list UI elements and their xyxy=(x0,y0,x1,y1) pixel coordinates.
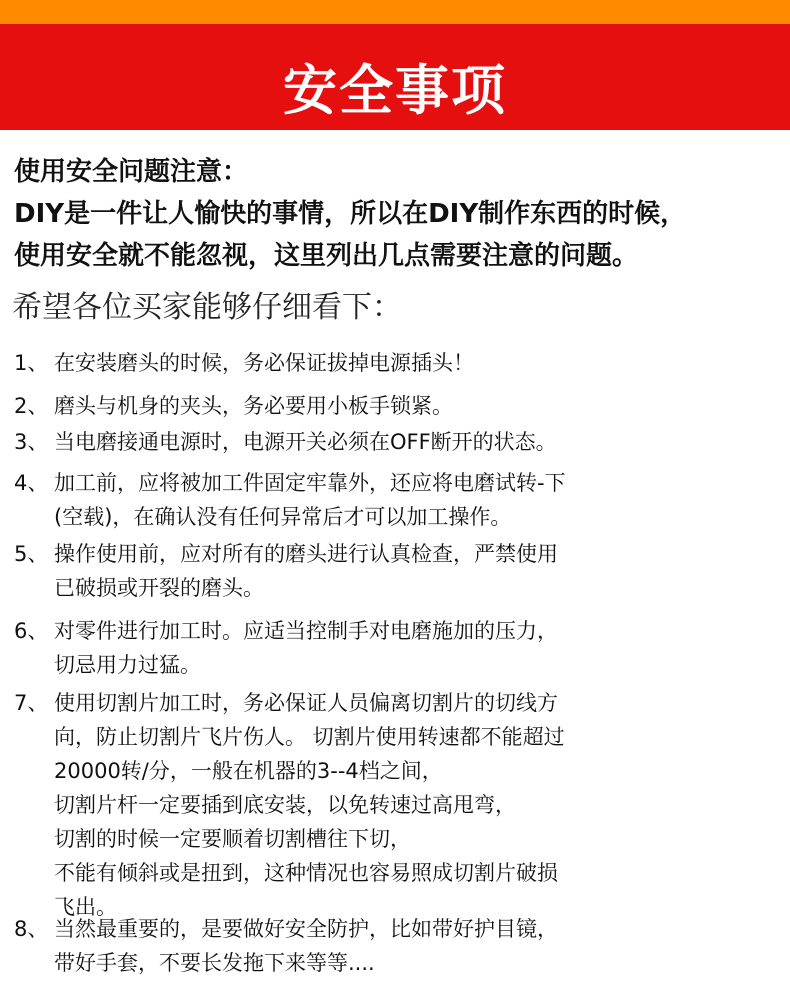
item-text: 加工前，应将被加工件固定牢靠外，还应将电磨试转-下 xyxy=(54,471,566,495)
item-text: 带好手套，不要长发拖下来等等.... xyxy=(54,951,375,975)
item-text: 磨头与机身的夹头，务必要用小板手锁紧。 xyxy=(54,394,453,418)
page-title: 安全事项 xyxy=(283,58,507,122)
item-number: 8、 xyxy=(14,917,49,941)
item-text: (空载)，在确认没有任何异常后才可以加工操作。 xyxy=(54,505,512,529)
intro-block xyxy=(14,151,784,277)
safety-item-8 xyxy=(14,912,784,980)
item-number: 6、 xyxy=(14,619,49,643)
item-number: 3、 xyxy=(14,430,49,454)
intro-line: DIY是一件让人愉快的事情，所以在DIY制作东西的时候， xyxy=(14,199,687,229)
item-number: 7、 xyxy=(14,691,49,715)
item-text: 切忌用力过猛。 xyxy=(54,653,201,677)
top-accent-strip xyxy=(0,0,790,24)
item-text: 当电磨接通电源时，电源开关必须在OFF断开的状态。 xyxy=(54,430,557,454)
safety-item-2 xyxy=(14,389,784,423)
item-text: 在安装磨头的时候，务必保证拔掉电源插头！ xyxy=(54,351,474,375)
intro-line: 使用安全问题注意： xyxy=(14,157,249,187)
item-text: 使用切割片加工时，务必保证人员偏离切割片的切线方 xyxy=(54,691,558,715)
item-number: 4、 xyxy=(14,471,49,495)
item-text: 切割的时候一定要顺着切割槽往下切， xyxy=(54,827,411,851)
safety-item-1 xyxy=(14,346,784,380)
item-text: 不能有倾斜或是扭到，这种情况也容易照成切割片破损 xyxy=(54,861,558,885)
safety-item-6 xyxy=(14,614,784,682)
item-number: 2、 xyxy=(14,394,49,418)
item-text: 飞出。 xyxy=(54,895,117,919)
safety-item-4 xyxy=(14,466,784,534)
item-text: 已破损或开裂的磨头。 xyxy=(54,576,264,600)
item-number: 5、 xyxy=(14,542,49,566)
item-text: 切割片杆一定要插到底安装，以免转速过高甩弯， xyxy=(54,793,516,817)
item-text: 当然最重要的，是要做好安全防护，比如带好护目镜， xyxy=(54,917,558,941)
title-banner xyxy=(0,24,790,130)
item-text: 向，防止切割片飞片伤人。 切割片使用转速都不能超过 xyxy=(54,725,565,749)
subheading: 希望各位买家能够仔细看下： xyxy=(12,290,402,325)
safety-item-3 xyxy=(14,425,784,459)
safety-item-5 xyxy=(14,537,784,605)
item-number: 1、 xyxy=(14,351,49,375)
item-text: 操作使用前，应对所有的磨头进行认真检查，严禁使用 xyxy=(54,542,558,566)
item-text: 对零件进行加工时。应适当控制手对电磨施加的压力， xyxy=(54,619,558,643)
intro-line: 使用安全就不能忽视，这里列出几点需要注意的问题。 xyxy=(14,241,639,271)
safety-item-7 xyxy=(14,686,784,924)
item-text: 20000转/分，一般在机器的3--4档之间， xyxy=(54,759,443,783)
